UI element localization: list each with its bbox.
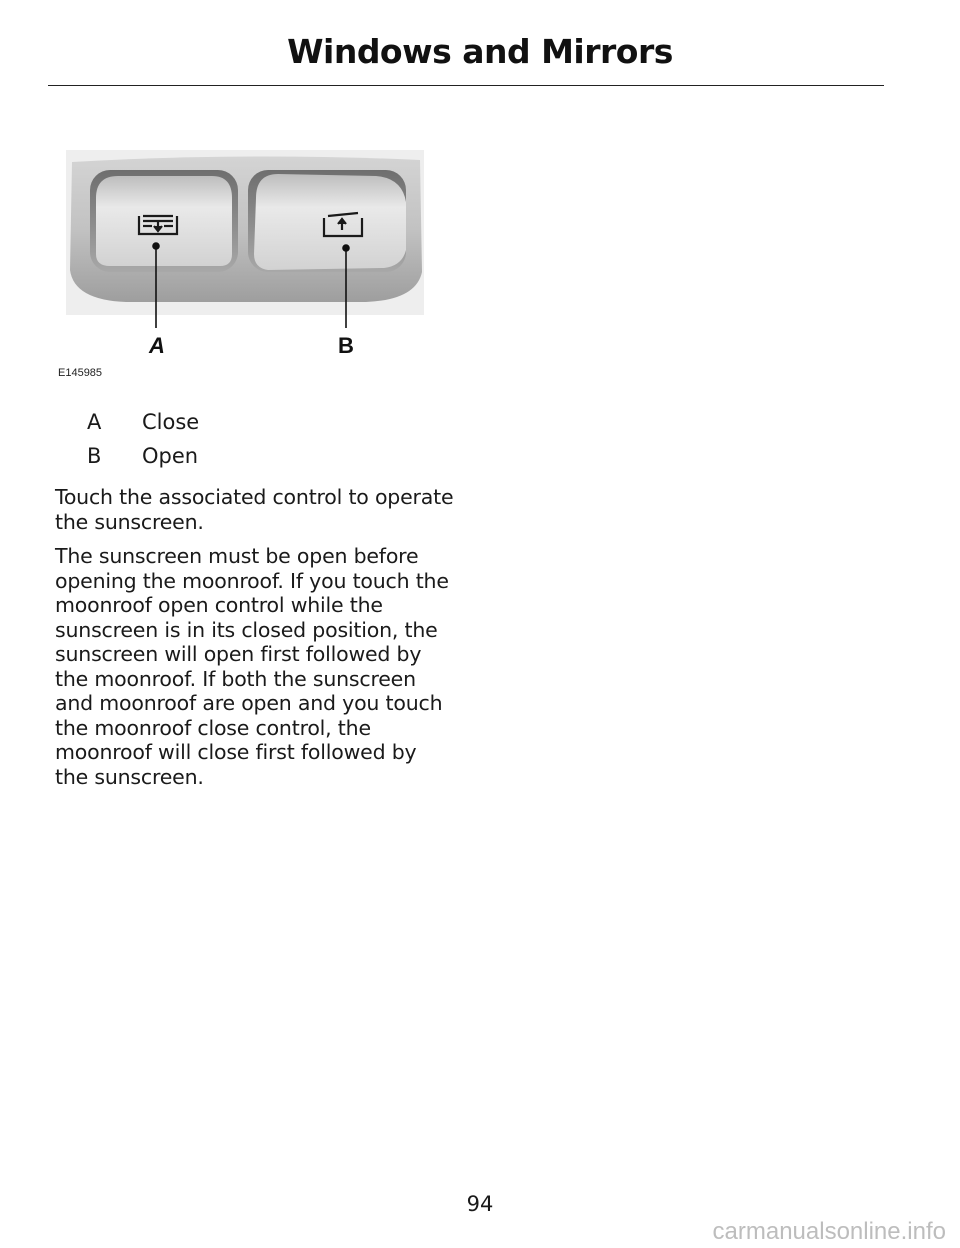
legend-label: Open <box>142 444 199 468</box>
page-number: 94 <box>466 1192 494 1216</box>
legend-key: A <box>87 410 102 434</box>
legend-row <box>55 405 455 439</box>
legend-key: B <box>87 444 102 468</box>
header-divider <box>48 85 884 86</box>
figure-id: E145985 <box>58 367 103 379</box>
legend-row <box>55 439 455 473</box>
open-button-shape <box>254 174 406 270</box>
body-paragraph: The sunscreen must be open before opening the moonroof. If you touch the moonroof open control while the sunscreen is in its closed position, the sunscreen will open first followed by the moonroof. If both the sunscreen and moonroof are open and you touch the moonroof close control, the moonroof will close first followed by the sunscreen. <box>55 544 449 789</box>
callout-legend <box>55 405 455 473</box>
callout-b: B <box>338 333 354 358</box>
body-text <box>55 485 455 799</box>
legend-label: Close <box>142 410 200 434</box>
sunscreen-control-illustration <box>66 150 426 365</box>
body-paragraph: Touch the associated control to operate the sunscreen. <box>55 485 454 534</box>
callout-a: A <box>149 333 165 358</box>
page-title: Windows and Mirrors <box>287 32 673 71</box>
watermark: carmanualsonline.info <box>712 1218 946 1245</box>
